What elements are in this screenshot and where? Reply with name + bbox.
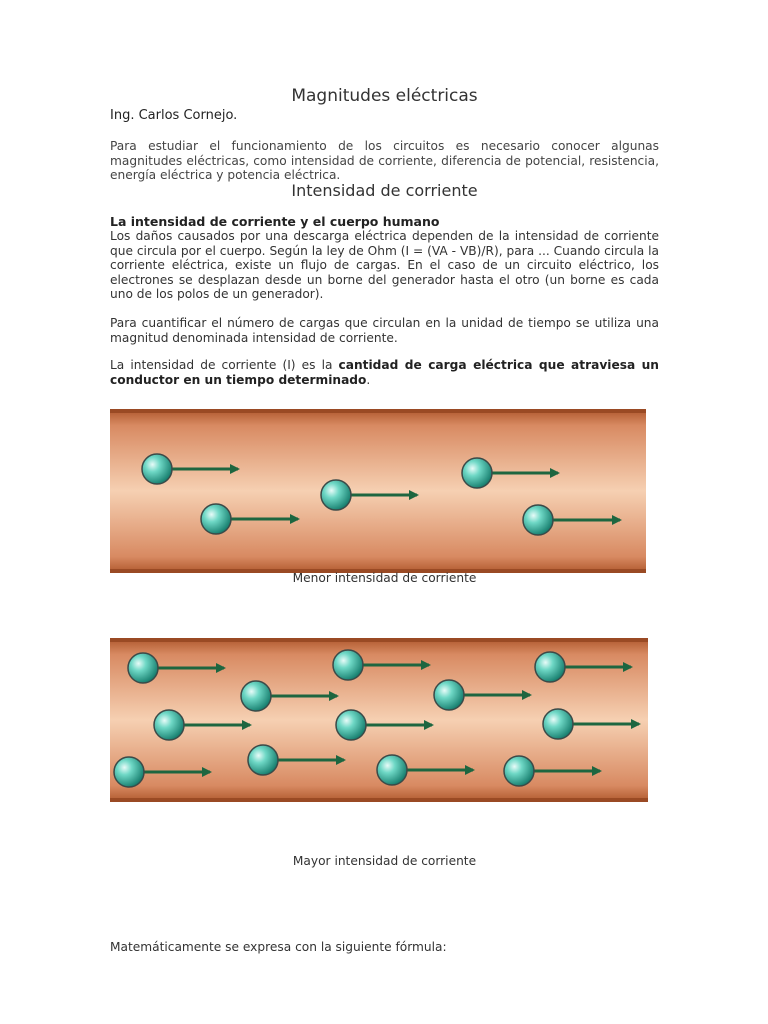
conductor-bottom-edge [110,798,648,802]
document-title: Magnitudes eléctricas [291,86,478,106]
paragraph-quantify: Para cuantificar el número de cargas que circulan en la unidad de tiempo se utiliza una magnitud denominada intensidad de corriente. [110,316,659,345]
definition-suffix: . [366,372,371,387]
definition-prefix: La intensidad de corriente (I) es la [110,358,339,372]
paragraph-definition [110,358,659,387]
paragraph-ohm: Los daños causados por una descarga eléctrica dependen de la intensidad de corriente que circula por el cuerpo. Según la ley de Ohm (I = (VA - VB)/R), para ... Cuando circula la corriente eléctrica, existe un flujo de cargas. En el caso de un circuito eléctrico, los electrones se desplazan desde un borne del generador hasta el otro (un borne es cada uno de los polos de un generador). [110,229,659,302]
conductor [110,413,646,569]
definition-bold: cantidad de carga eléctrica que atraviesa un conductor en un tiempo determinado [110,358,659,387]
figure1-caption: Menor intensidad de corriente [292,571,477,585]
intro-paragraph: Para estudiar el funcionamiento de los circuitos es necesario conocer algunas magnitudes eléctricas, como intensidad de corriente, diferencia de potencial, resistencia, energía eléctrica y potencia eléctrica. [110,139,659,183]
author-line: Ing. Carlos Cornejo. [110,108,238,123]
sub-heading: La intensidad de corriente y el cuerpo humano [110,214,440,229]
conductor-top-edge [110,638,648,642]
section-title: Intensidad de corriente [291,181,478,200]
figure-higher-current [110,638,648,802]
conductor-top-edge [110,409,646,413]
formula-intro: Matemáticamente se expresa con la siguiente fórmula: [110,940,447,954]
figure2-caption: Mayor intensidad de corriente [292,854,477,868]
figure-lower-current [110,409,646,575]
